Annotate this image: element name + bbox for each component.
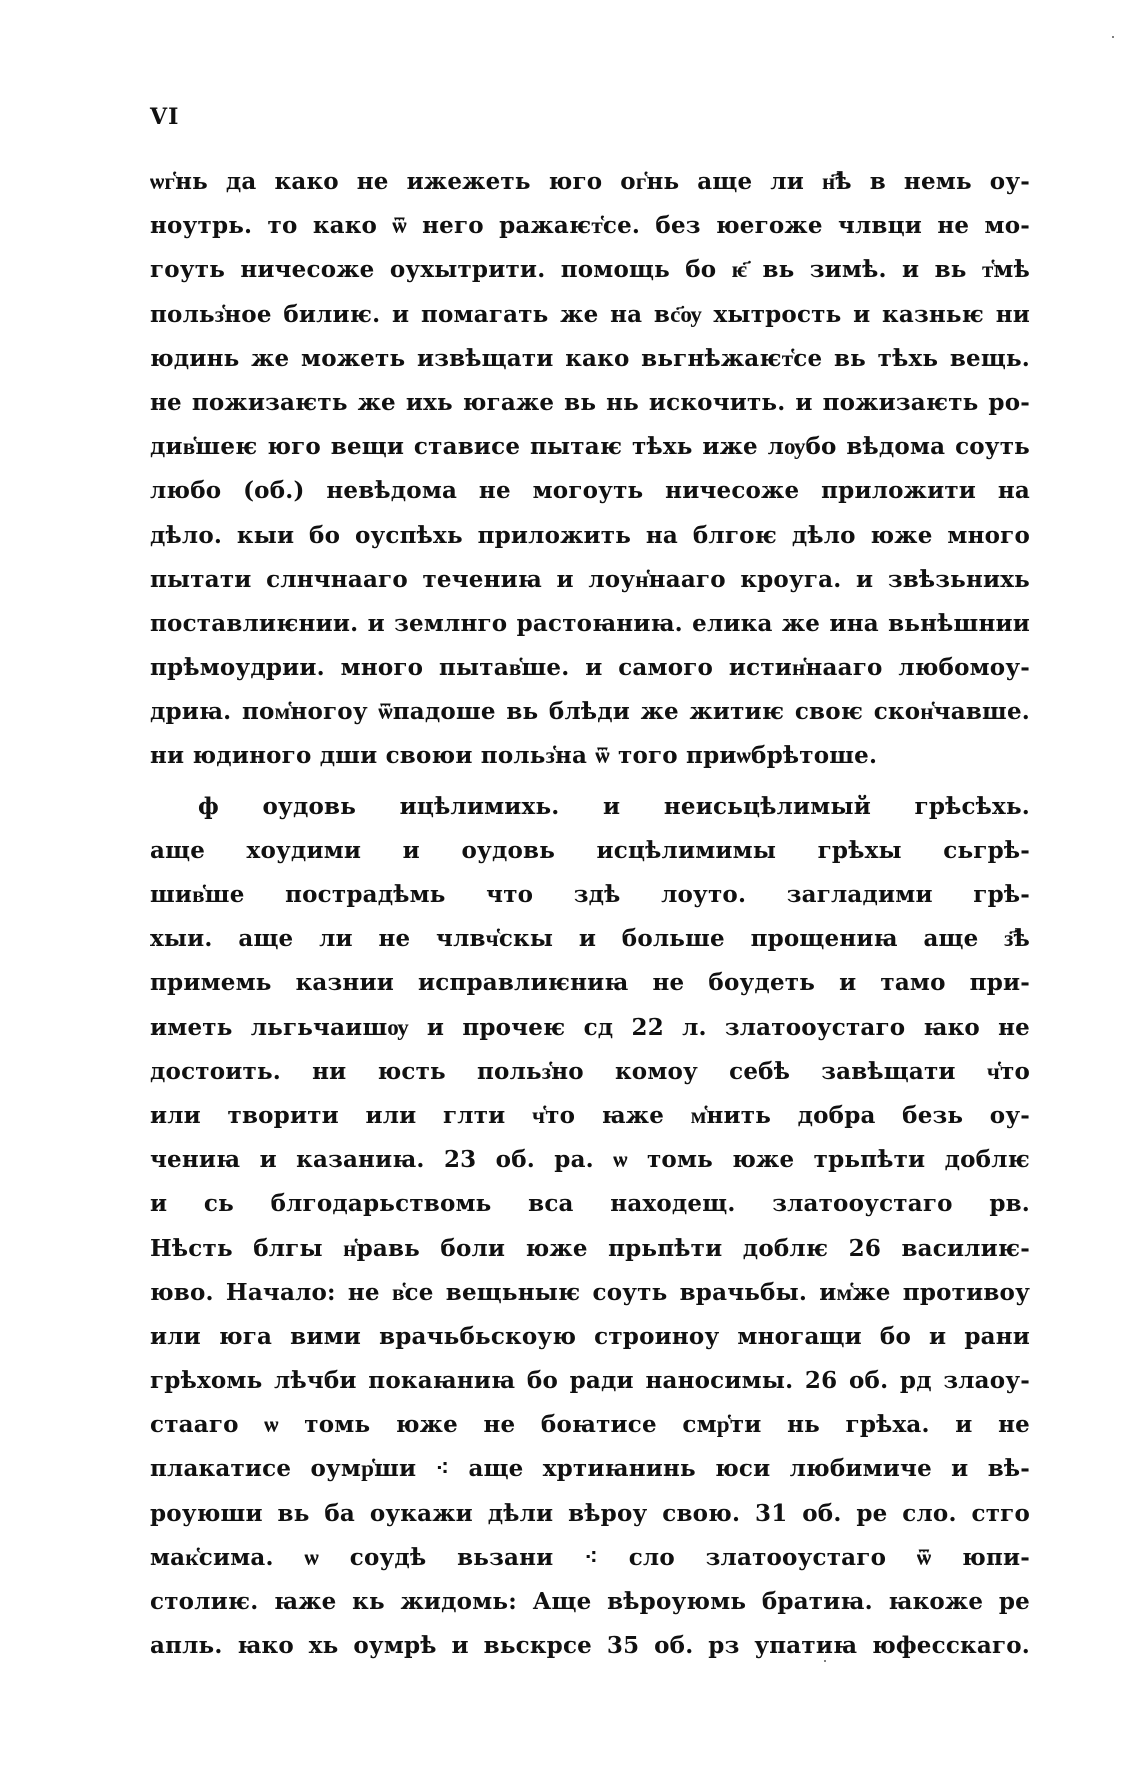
scan-speck: [1112, 36, 1114, 38]
text-line: иметь льгьчаишѹ и прочеѥ сд 22 л. златооустаго ꙗко не: [150, 1013, 1030, 1041]
text-line: чениꙗ и казаниꙗ. 23 об. ра. ѡ томь юже трьпѣти доблѥ: [150, 1146, 1030, 1174]
text-line: прѣмоудрии. много пытав҅ше. и самого истин҅нааго любомоу-: [150, 654, 1030, 682]
text-line: див҅шеѥ юго вещи стависе пытаѥ тѣхь иже лѹбо вѣдома соуть: [150, 433, 1030, 461]
text-line: Нѣсть блгы н҅равь боли юже прьпѣти доблѥ 26 василиѥ-: [150, 1234, 1030, 1262]
text-line: стааго ѡ томь юже не боꙗтисе смр҅ти нь грѣха. и не: [150, 1411, 1030, 1439]
text-line: пытати слнчнааго течениꙗ и лоун҅нааго кроуга. и звѣзьнихь: [150, 565, 1030, 593]
scan-speck: [824, 1660, 826, 1662]
text-line: столиѥ. ꙗже кь жидомь: Аще вѣроуюмь братиꙗ. ꙗкоже ре: [150, 1588, 1030, 1615]
text-line: ф оудовь ицѣлимихь. и неисьцѣлимый грѣсѣхь.: [198, 792, 1030, 820]
text-line: гоуть ничесоже оухытрити. помощь бо ѥ҃ вь зимѣ. и вь т҅мѣ: [150, 256, 1030, 284]
text-line: аще хоудими и оудовь исцѣлимимы грѣхы сьгрѣ-: [150, 836, 1030, 864]
text-line: ни юдиного дши своюи польз҅на ѿ того приѡбрѣтоше.: [150, 742, 878, 770]
text-line: юво. Начало: не в҅се вещьныѥ соуть врачьбы. им҅же противоу: [150, 1278, 1030, 1306]
page-number: VI: [150, 104, 180, 130]
text-line: хыи. аще ли не члвч҅скы и больше прощениꙗ аще з҃ѣ: [150, 925, 1030, 953]
text-line: не пожизаѥть же ихь югаже вь нь искочить. и пожизаѥть ро-: [150, 388, 1030, 416]
text-line: примемь казнии исправлиѥниꙗ не боудеть и тамо при-: [150, 969, 1030, 997]
text-line: мак҅сима. ѡ соудѣ вьзани ⁖ сло златооустаго ѿ юпи-: [150, 1543, 1030, 1571]
text-line: дриꙗ. пом҅ногоу ѿпадоше вь блѣди же житиѥ своѥ скон҅чавше.: [150, 698, 1030, 726]
text-line: ѡг҅нь да како не ижежеть юго ог҅нь аще ли н҃ѣ в немь оу-: [150, 168, 1030, 195]
text-line: роуюши вь ба оукажи дѣли вѣроу свою. 31 об. ре сло. стго: [150, 1499, 1030, 1527]
body-text: [150, 160, 1030, 1668]
text-line: ноутрь. то како ѿ него ражаѥт҅се. без юегоже члвци не мо-: [150, 212, 1030, 240]
text-line: дѣло. кыи бо оуспѣхь приложить на блгоѥ дѣло юже много: [150, 521, 1030, 549]
text-line: или творити или глти ч҅то ꙗже м҅нить добра безь оу-: [150, 1101, 1030, 1129]
text-line: или юга вими врачьбьскоую строиноу многащи бо и рани: [150, 1322, 1030, 1350]
text-line: апль. ꙗко хь оумрѣ и вьскрсе 35 об. рз упатиꙗ юфесскаго.: [150, 1632, 1030, 1660]
text-line: юдинь же можеть извѣщати како вьгнѣжаѥт҅се вь тѣхь вещь.: [150, 344, 1030, 372]
text-line: поставлиѥнии. и землнго растоꙗниꙗ. елика же ина вьнѣшнии: [150, 609, 1030, 637]
text-line: шив҅ше пострадѣмь что здѣ лоуто. загладими грѣ-: [150, 881, 1030, 908]
text-line: плакатисе оумр҅ши ⁖ аще хртиꙗнинь юси любимиче и вѣ-: [150, 1455, 1030, 1483]
text-line: польз҅ное билиѥ. и помагать же на вс҃ѹ хытрость и казньѥ ни: [150, 300, 1030, 328]
text-line: достоить. ни юсть польз҅но комоу себѣ завѣщати ч҅то: [150, 1057, 1030, 1085]
text-line: грѣхомь лѣчби покаꙗниꙗ бо ради наносимы. 26 об. рд злаоу-: [150, 1367, 1030, 1395]
text-line: любо (об.) невѣдома не могоуть ничесоже приложити на: [150, 477, 1030, 505]
text-line: и сь блгодарьствомь вса находещ. златооустаго рв.: [150, 1190, 1030, 1218]
